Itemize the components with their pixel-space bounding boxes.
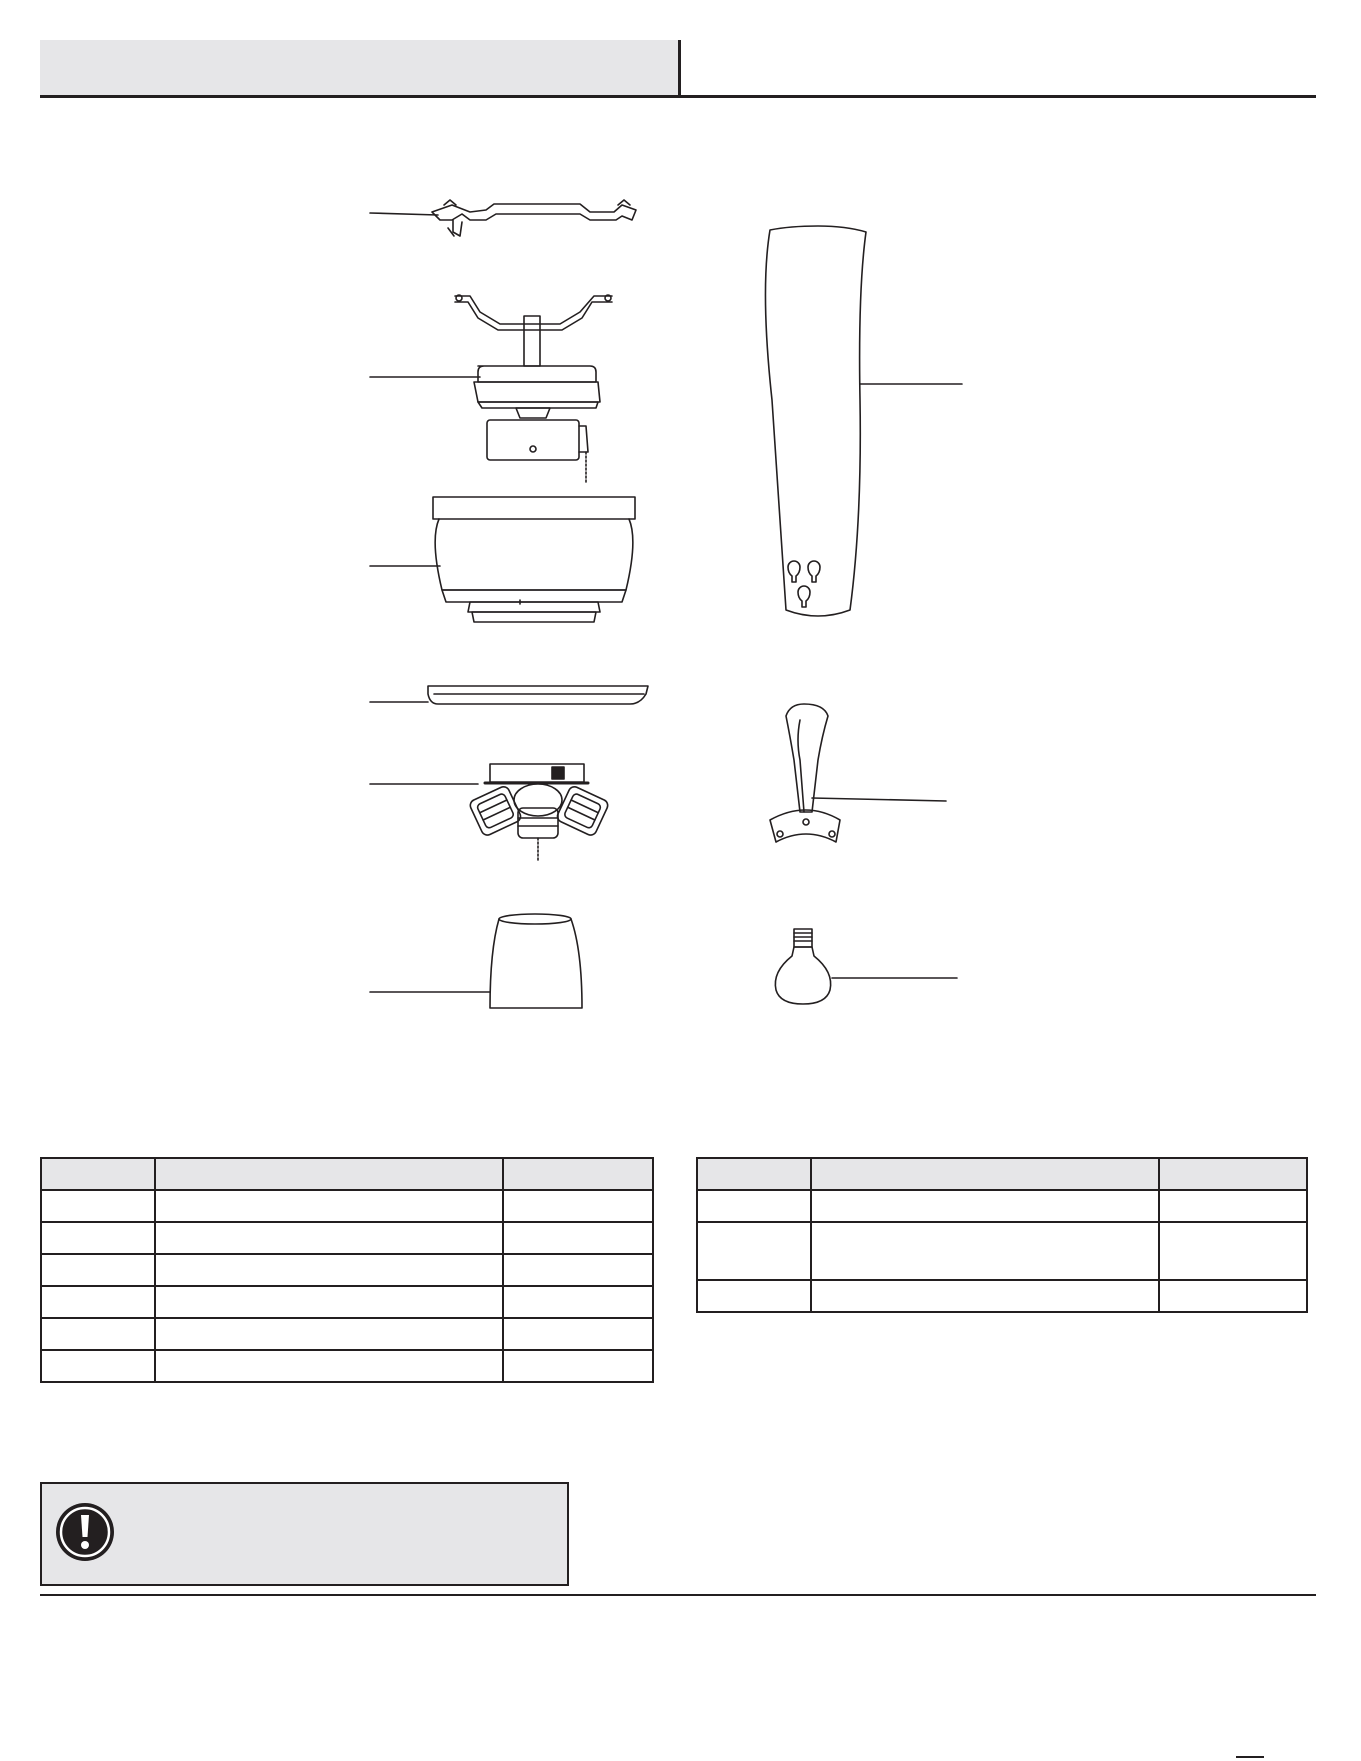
table-row	[41, 1222, 653, 1254]
footer-mark	[1236, 1756, 1264, 1758]
table-row	[697, 1190, 1307, 1222]
table-header-row	[41, 1158, 653, 1190]
notice-box	[40, 1482, 569, 1586]
parts-table-right	[696, 1157, 1308, 1313]
table-header-row	[697, 1158, 1307, 1190]
header-cell-part	[697, 1158, 811, 1190]
motor-housing-illustration	[370, 497, 635, 622]
header-cell-quantity	[503, 1158, 653, 1190]
table-row	[41, 1286, 653, 1318]
table-row	[697, 1280, 1307, 1312]
table-row	[41, 1190, 653, 1222]
table-row	[41, 1350, 653, 1382]
footer-rule	[40, 1594, 1316, 1596]
mounting-bracket-illustration	[370, 200, 636, 236]
header-cell-part	[41, 1158, 155, 1190]
table-row	[41, 1254, 653, 1286]
table-row	[697, 1222, 1307, 1280]
light-kit-illustration	[370, 764, 610, 862]
light-bulb-illustration	[775, 929, 957, 1004]
blade-arm-illustration	[770, 704, 946, 842]
exclamation-circle-icon	[54, 1501, 116, 1563]
header-cell-description	[155, 1158, 503, 1190]
header-cell-quantity	[1159, 1158, 1307, 1190]
trim-plate-illustration	[370, 686, 648, 704]
table-row	[41, 1318, 653, 1350]
glass-shade-illustration	[370, 914, 582, 1008]
parts-table-left	[40, 1157, 654, 1383]
fan-blade-illustration	[765, 226, 962, 616]
motor-assembly-illustration	[370, 295, 612, 484]
header-cell-description	[811, 1158, 1159, 1190]
